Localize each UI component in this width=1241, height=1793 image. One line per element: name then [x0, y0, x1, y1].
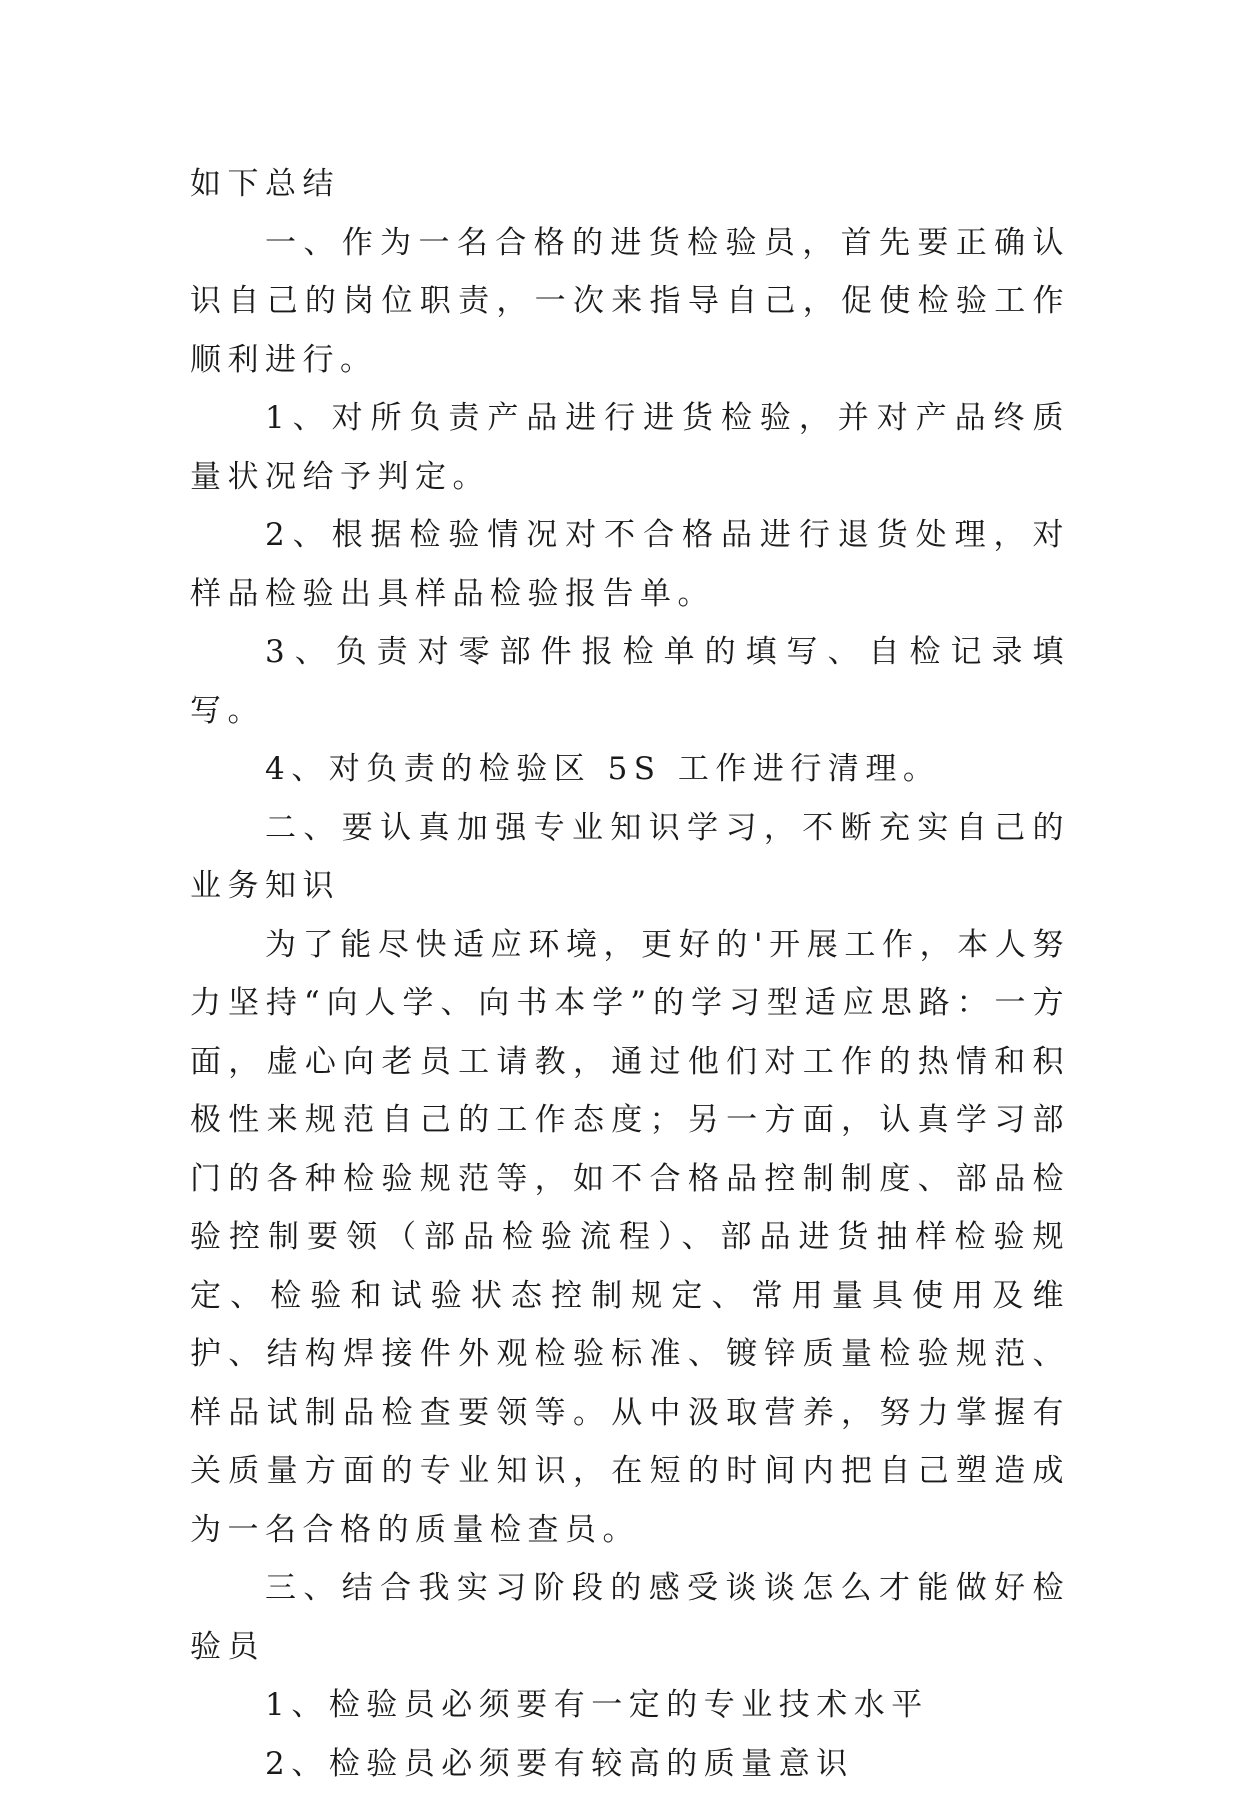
paragraph-item-1: 1、对所负责产品进行进货检验，并对产品终质量状况给予判定。 [190, 389, 1070, 506]
paragraph-section-two: 二、要认真加强专业知识学习，不断充实自己的业务知识 [190, 799, 1070, 916]
paragraph-item-2: 2、根据检验情况对不合格品进行退货处理，对样品检验出具样品检验报告单。 [190, 506, 1070, 623]
paragraph-item-4: 4、对负责的检验区 5S 工作进行清理。 [190, 740, 1070, 799]
paragraph-section-three: 三、结合我实习阶段的感受谈谈怎么才能做好检验员 [190, 1559, 1070, 1676]
paragraph-learning: 为了能尽快适应环境，更好的'开展工作，本人努力坚持“向人学、向书本学”的学习型适应思路：一方面，虚心向老员工请教，通过他们对工作的热情和积极性来规范自己的工作态度；另一方面，认真学习部门的各种检验规范等，如不合格品控制制度、部品检验控制要领（部品检验流程）、部品进货抽样检验规定、检验和试验状态控制规定、常用量具使用及维护、结构焊接件外观检验标准、镀锌质量检验规范、样品试制品检查要领等。从中汲取营养，努力掌握有关质量方面的专业知识，在短的时间内把自己塑造成为一名合格的质量检查员。 [190, 916, 1070, 1560]
paragraph-item-3: 3、负责对零部件报检单的填写、自检记录填写。 [190, 623, 1070, 740]
document-body [190, 155, 1070, 1793]
paragraph-point-2: 2、检验员必须要有较高的质量意识 [190, 1735, 1070, 1793]
paragraph-point-1: 1、检验员必须要有一定的专业技术水平 [190, 1676, 1070, 1735]
paragraph-section-one: 一、作为一名合格的进货检验员，首先要正确认识自己的岗位职责，一次来指导自己，促使检验工作顺利进行。 [190, 214, 1070, 390]
paragraph-heading-summary: 如下总结 [190, 155, 1070, 214]
